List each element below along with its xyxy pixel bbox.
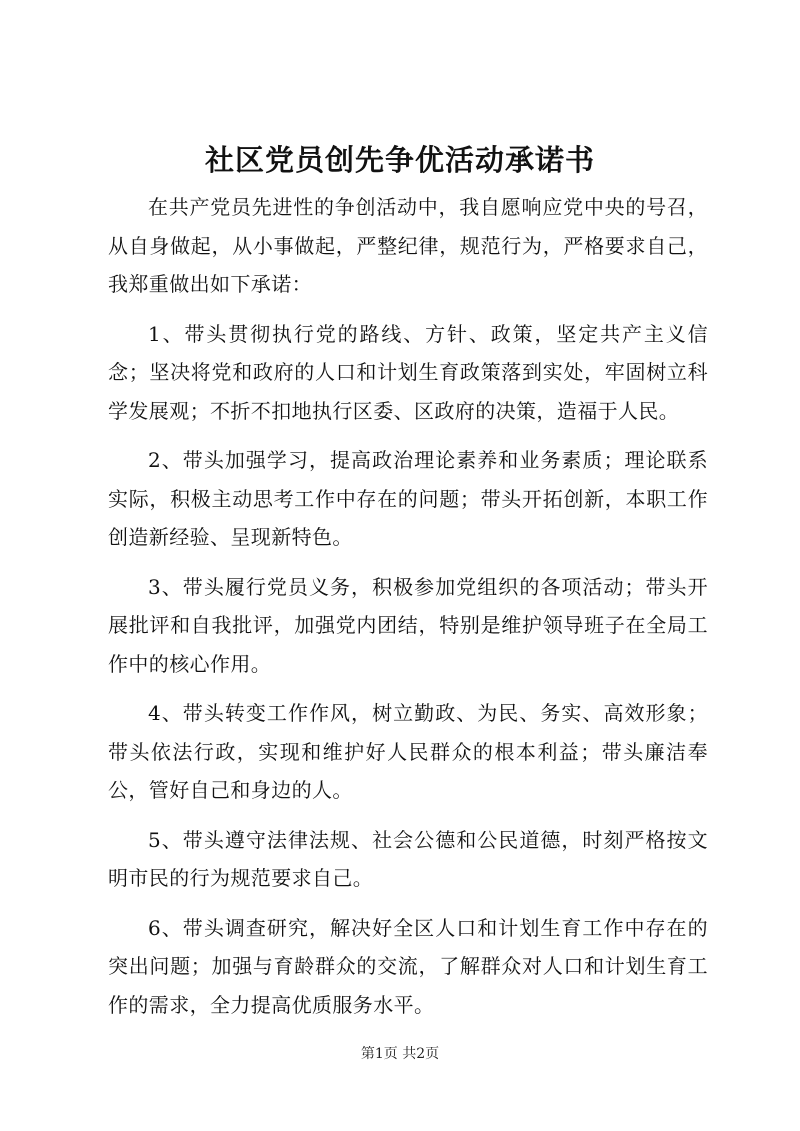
paragraph-pledge-1: 1、带头贯彻执行党的路线、方针、政策，坚定共产主义信念；坚决将党和政府的人口和计划生育政策落到实处，牢固树立科学发展观；不折不扣地执行区委、区政府的决策，造福于人民。 (108, 321, 708, 423)
paragraph-pledge-4: 4、带头转变工作作风，树立勤政、为民、务实、高效形象；带头依法行政，实现和维护好人民群众的根本利益；带头廉洁奉公，管好自己和身边的人。 (108, 701, 708, 802)
paragraph-pledge-2: 2、带头加强学习，提高政治理论素养和业务素质；理论联系实际，积极主动思考工作中存在的问题；带头开拓创新，本职工作创造新经验、呈现新特色。 (108, 448, 708, 549)
paragraph-pledge-5: 5、带头遵守法律法规、社会公德和公民道德，时刻严格按文明市民的行为规范要求自己。 (108, 827, 708, 890)
document-title: 社区党员创先争优活动承诺书 (204, 143, 595, 177)
paragraph-pledge-6: 6、带头调查研究，解决好全区人口和计划生育工作中存在的突出问题；加强与育龄群众的交流，了解群众对人口和计划生育工作的需求，全力提高优质服务水平。 (108, 915, 708, 1017)
document-body (108, 188, 708, 1035)
page-number-footer: 第1页 共2页 (360, 1046, 440, 1062)
paragraph-pledge-3: 3、带头履行党员义务，积极参加党组织的各项活动；带头开展批评和自我批评，加强党内团结，特别是维护领导班子在全局工作中的核心作用。 (108, 574, 708, 676)
paragraph-intro: 在共产党员先进性的争创活动中，我自愿响应党中央的号召，从自身做起，从小事做起，严整纪律，规范行为，严格要求自己，我郑重做出如下承诺： (108, 195, 708, 296)
